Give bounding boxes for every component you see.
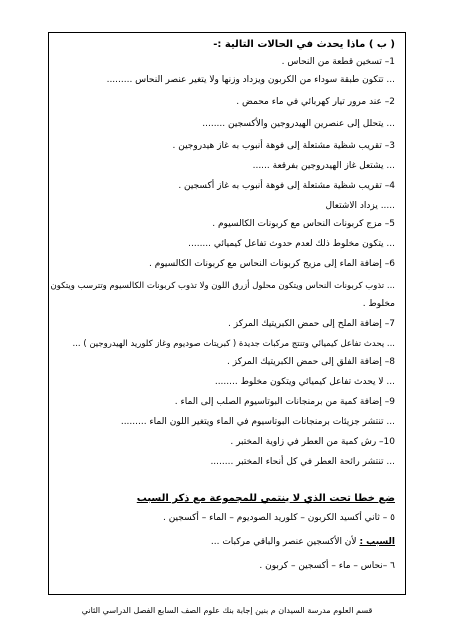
answer-10: ... تنتشر رائحة العطر في كل أنحاء المختبر ........	[210, 457, 395, 467]
answer-6-cont: مخلوط .	[362, 299, 395, 309]
question-1: 1– تسخين قطعة من النحاس .	[281, 57, 395, 67]
answer-8: ... لا يحدث تفاعل كيميائي ويتكون مخلوط ........	[214, 377, 395, 387]
answer-7: ... يحدث تفاعل كيميائي وتنتج مركبات جديدة ( كبريتات صوديوم وغاز كلوريد الهيدروجين ) ...	[72, 339, 395, 349]
question-10: 10– رش كمية من العطر في زاوية المختبر .	[230, 437, 395, 447]
answer-3: ... يشتعل غاز الهيدروجين بفرقعة ......	[252, 161, 395, 171]
answer-4: ..... يزداد الاشتعال	[325, 201, 395, 211]
question-3: 3– تقريب شظية مشتعلة إلى فوهة أنبوب به غاز هيدروجين .	[172, 141, 395, 151]
question-4: 4– تقريب شظية مشتعلة إلى فوهة أنبوب به غاز أكسجين .	[178, 181, 395, 191]
reason-text: لأن الأكسجين عنصر والباقي مركبات ...	[210, 537, 357, 547]
answer-5: ... يتكون مخلوط ذلك لعدم حدوث تفاعل كيميائي ........	[188, 239, 395, 249]
reason-label: السبب :	[359, 537, 395, 547]
answer-6: ... تذوب كربونات النحاس ويتكون محلول أزرق اللون ولا تذوب كربونات الكالسيوم وتترسب ويتكون	[50, 281, 395, 291]
question-2: 2– عند مرور تيار كهربائي في ماء محمض .	[236, 97, 395, 107]
question-8: 8– إضافة الفلق إلى حمض الكبريتيك المركز .	[226, 357, 395, 367]
page-border	[48, 32, 406, 595]
question-6: 6– إضافة الماء إلى مزيج كربونات النحاس مع كربونات الكالسيوم .	[148, 259, 395, 269]
section2-heading: ضع خطا تحت الذي لا ينتمي للمجموعة مع ذكر السبب	[136, 493, 395, 504]
section-heading: ( ب ) ماذا يحدث في الحالات التالية :-	[213, 39, 395, 50]
question-9: 9– إضافة كمية من برمنجانات البوتاسيوم الصلب إلى الماء .	[174, 397, 395, 407]
answer-1: ... تتكون طبقة سوداء من الكربون ويزداد وزنها ولا يتغير عنصر النحاس .........	[106, 75, 395, 85]
group-6: ٦ –نحاس – ماء – أكسجين – كربون .	[259, 561, 395, 571]
page-footer: قسم العلوم مدرسة السيدان م بنين إجابة بنك علوم الصف السابع الفصل الدراسي الثاني	[81, 606, 373, 615]
answer-2: ... يتحلل إلى عنصرين الهيدروجين والأكسجين ........	[202, 119, 395, 129]
answer-9: ... تنتشر جزيئات برمنجانات البوتاسيوم في الماء ويتغير اللون الماء .........	[120, 417, 395, 427]
group-5: ٥ – ثاني أكسيد الكربون – كلوريد الصوديوم – الماء – أكسجين .	[162, 513, 395, 523]
question-5: 5– مزج كربونات النحاس مع كربونات الكالسيوم .	[212, 219, 395, 229]
question-7: 7– إضافة الملح إلى حمض الكبريتيك المركز .	[228, 319, 395, 329]
reason-row	[211, 536, 395, 549]
